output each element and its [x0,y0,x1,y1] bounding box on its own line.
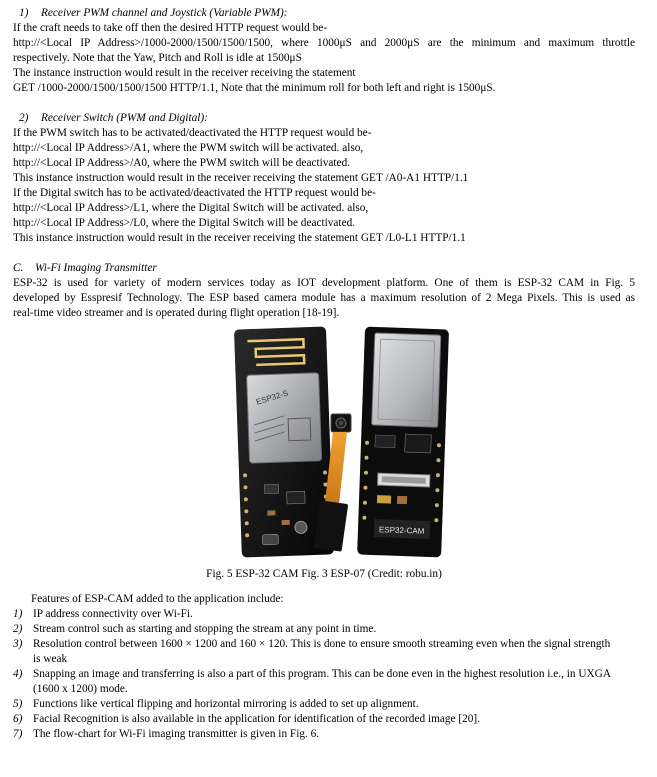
list-number: 7) [13,728,23,740]
list-text: Functions like vertical flipping and horizontal mirroring is added to set up alignment. [33,698,419,710]
list-text: Stream control such as starting and stopping the stream at any point in time. [33,623,377,635]
list-item [13,607,635,622]
paragraph-line: developed by Esspresif Technology. The ESP based camera module has a maximum resolution of 2 Mega Pixels. This is used as [13,292,635,304]
section-title: Wi-Fi Imaging Transmitter [35,262,157,274]
paragraph-line: If the PWM switch has to be activated/deactivated the HTTP request would be- [13,127,372,139]
section-title: Receiver PWM channel and Joystick (Variable PWM): [41,7,288,19]
section-heading-receiver-pwm [13,6,635,21]
paragraph-line: respectively. Note that the Yaw, Pitch and Roll is idle at 1500μS [13,52,302,64]
list-item [13,667,635,697]
list-text: Facial Recognition is also available in the application for identification of the recorded image [20]. [33,713,481,725]
list-text: (1600 x 1200) mode. [33,683,128,695]
features-intro: Features of ESP-CAM added to the application include: [31,593,284,605]
section-heading-receiver-switch [13,111,635,126]
section-number: 2) [19,112,29,124]
paragraph-line: GET /1000-2000/1500/1500/1500 HTTP/1.1, Note that the minimum roll for both left and right is 1500μS. [13,82,496,94]
paragraph-line: ESP-32 is used for variety of modern services today as IOT development platform. One of them is ESP-32 CAM in Fig. 5 [13,277,635,289]
paragraph-line: real-time video streamer and is operated during flight operation [18-19]. [13,307,340,319]
figure-esp32-cam [13,324,635,564]
paragraph-line: If the craft needs to take off then the desired HTTP request would be- [13,22,328,34]
section-title: Receiver Switch (PWM and Digital): [41,112,208,124]
figure-caption: Fig. 5 ESP-32 CAM Fig. 3 ESP-07 (Credit: robu.in) [206,568,442,580]
list-text: is weak [33,653,68,665]
list-item [13,637,635,667]
paragraph-line: This instance instruction would result in the receiver receiving the statement GET /L0-L1 HTTP/1.1 [13,232,466,244]
paper-page [13,6,635,742]
list-number: 5) [13,698,23,710]
paragraph-line: http://<Local IP Address>/L1, where the Digital Switch will be activated. also, [13,202,369,214]
list-text: Snapping an image and transferring is also a part of this program. This can be done even in the highest resolution i.e., in UXGA [33,668,611,680]
list-text: The flow-chart for Wi-Fi imaging transmitter is given in Fig. 6. [33,728,320,740]
section-number: C. [13,262,24,274]
section-heading-wifi-imaging [13,261,635,276]
paragraph-line: This instance instruction would result in the receiver receiving the statement GET /A0-A1 HTTP/1.1 [13,172,469,184]
list-item [13,697,635,712]
board-label: ESP32-CAM [378,525,425,536]
paragraph-line: http://<Local IP Address>/A0, where the PWM switch will be deactivated. [13,157,351,169]
paragraph-line: The instance instruction would result in the receiver receiving the statement [13,67,356,79]
chip-label: ESP32-S [255,388,290,407]
list-item [13,727,635,742]
list-text: Resolution control between 1600 × 1200 and 160 × 120. This is done to ensure smooth streaming even when the signal strength [33,638,611,650]
paragraph-line: http://<Local IP Address>/1000-2000/1500/1500/1500, where 1000μS and 2000μS are the minimum and maximum throttle [13,37,635,49]
list-number: 6) [13,713,23,725]
list-item [13,622,635,637]
list-text: IP address connectivity over Wi-Fi. [33,608,193,620]
list-item [13,712,635,727]
section-number: 1) [19,7,29,19]
paragraph-line: http://<Local IP Address>/A1, where the PWM switch will be activated. also, [13,142,364,154]
paragraph-line: http://<Local IP Address>/L0, where the Digital Switch will be deactivated. [13,217,356,229]
paragraph-line: If the Digital switch has to be activated/deactivated the HTTP request would be- [13,187,376,199]
list-number: 2) [13,623,23,635]
list-number: 3) [13,638,23,650]
list-number: 4) [13,668,23,680]
esp32-cam-photo [13,324,635,564]
esp32-cam-back-board [357,327,449,558]
list-number: 1) [13,608,23,620]
